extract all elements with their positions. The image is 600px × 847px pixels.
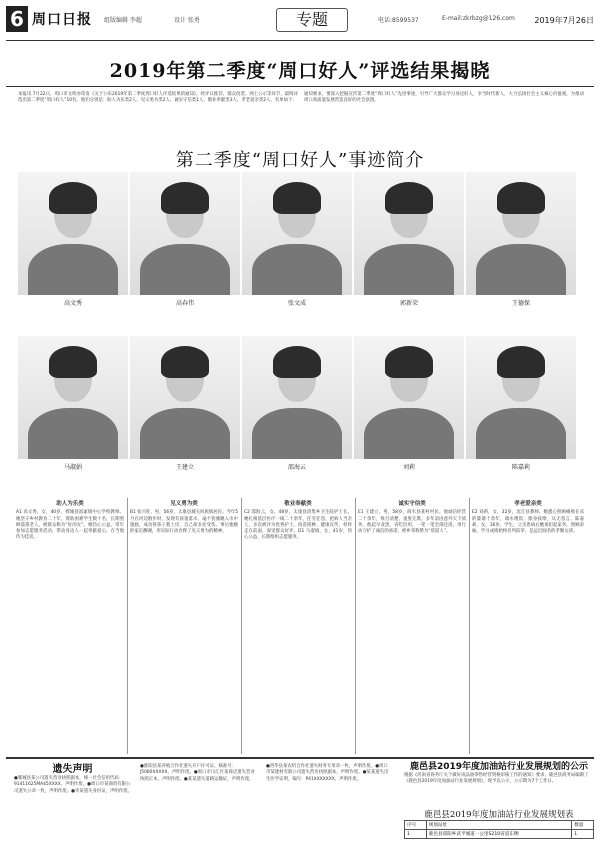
article-section-head: 助人为乐类 [56,501,84,507]
portrait-photo [354,336,464,459]
notice-col-3: ●西华县某农机合作社遗失财务专用章一枚，声明作废。●周口市某建材有限公司遗失营业执照副本，声明作废。●某某遗失出生医学证明，编号：P41XXXXXXX，声明作废。 [266,764,389,782]
article-text: C2 邵海云，女，48岁，太康县清集乡卫生院护士长。她扎根基层医疗一线二十余年，任劳任怨，把病人当亲人，多次被评为优秀护士。疫苗接种、健康宣传，样样走在前面，深受群众好评。D1 马淑娟，女，41岁，热心公益，长期组织志愿服务。 [244,510,352,541]
portrait-photo [18,336,128,459]
notice-col-1: ●郸城县某公司遗失营业执照副本，统一社会信用代码：91411625MA45XXXX，声明作废。●周口市某商贸有限公司遗失公章一枚，声明作废。●李某遗失身份证，声明作废。 [14,776,132,794]
intro-right: 通知要求，要深入挖掘宣传第二季度“周口好人”先进事迹，引导广大群众学习身边好人，争当时代新人，大力弘扬社会主义核心价值观，为推动周口高质量发展营造良好的社会氛围。 [304,92,584,104]
intro-left: 本报讯 7月22日，周口市文明办印发《关于公布2019年第二季度周口好人评选结果的通知》，经评议推荐、群众投票、网上公示等环节，最终评选出第二季度“周口好人”10名。他们分别是：助人为乐类2人、见义勇为类2人、诚实守信类1人、敬业奉献类3人、孝老爱亲类2人。名单如下： [18,92,298,104]
phone: 电话:8599537 [378,17,419,24]
portrait-photo [466,172,576,295]
notice-title: 遗失声明 [52,764,93,775]
article-col-1 [16,498,124,542]
section-label: 专题 [276,8,348,32]
article-col-5 [472,498,584,535]
portrait-photo [18,172,128,295]
article-section-head: 见义勇为类 [170,501,198,507]
portrait-photo [466,336,576,459]
column-divider [241,498,242,754]
portrait-photo [354,172,464,295]
table-cell: 序号 [405,821,427,830]
headline: 2019年第二季度“周口好人”评选结果揭晓 [109,60,491,82]
issue-date: 2019年7月26日 [534,16,594,25]
email: E-mail:zkrbzg@126.com [442,15,515,22]
page-number: 6 [6,6,28,32]
headline-rule [6,86,594,87]
publicity-subtitle: 鹿邑县2019年度加油站行业发展规划表 [424,810,574,820]
article-text: E2 刘莉，女，32岁，沈丘县教师。她悉心照顾瘫痪在床的婆婆十余年，端水喂饭、擦身按摩，从无怨言。陈嘉莉，女，16岁，学生，父亲患病后她承担起家务，照顾弟妹，学习成绩始终名列前茅，是远近闻名的孝顺女孩。 [472,510,584,535]
column-divider [355,498,356,754]
article-text: E1 王建立，男，58岁，商水县某村村民。他诚信经营二十余年，账目清楚、童叟无欺。多年前因意外欠下债务，他起早贪黑、省吃俭用，一笔一笔全部还清，用行动守护了诚信的承诺，被乡邻称赞为“厚道人”。 [358,510,466,535]
publicity-table [404,820,594,839]
profile-subtitle: 第二季度“周口好人”事迹简介 [175,150,425,171]
article-col-2 [130,498,238,535]
portrait-photo [242,336,352,459]
masthead [6,6,594,34]
table-cell: 规划站址 [426,821,571,830]
portrait-name: 张文成 [287,300,306,307]
portrait-name: 王建立 [175,464,194,471]
designer-meta: 设计 张勇 [174,17,200,24]
article-section-head: 孝老爱亲类 [514,501,542,507]
paper-name: 周口日报 [32,12,92,28]
table-row [405,821,594,830]
article-section-head: 诚实守信类 [398,501,426,507]
portrait-name: 高春伟 [175,300,194,307]
column-divider [127,498,128,754]
portrait-photo [130,172,240,295]
table-row [405,830,594,839]
portrait-name: 马淑娟 [63,464,82,471]
article-section-head: 敬业奉献类 [284,501,312,507]
publicity-body: 根据《河南省商务厅关于做好成品油零售经营资格审核工作的通知》要求，鹿邑县商务局编制了《鹿邑县2019年度加油站行业发展规划》，现予以公示，公示期为7个工作日。 [404,773,589,785]
portrait-name: 王德保 [511,300,530,307]
article-text: B1 张兴旺，男，56岁，太康县城关回族镇居民。今年5月在河边散步时，发现有孩童落水，毫不犹豫跳入水中施救，成功将孩子救上岸，自己却多处受伤。事后他婉拒家长酬谢，用实际行动诠释了见义勇为的精神。 [130,510,238,535]
portrait-photo [242,172,352,295]
portrait-name: 邵海云 [287,464,306,471]
notice-col-2: ●淮阳县某养殖合作社遗失开户许可证，核准号：J5080XXXXX，声明作废。●周口市川汇区某商店遗失营业执照正本，声明作废。●某某遗失道路运输证，声明作废。 [140,764,255,782]
portrait-name: 陈嘉莉 [511,464,530,471]
table-cell: 鹿邑县郑阳乡武平城道一公里S210省道东侧 [426,830,571,839]
header-rule [6,40,594,41]
portrait-name: 郭新荣 [399,300,418,307]
article-col-4 [358,498,466,535]
table-cell: 1 [572,830,594,839]
portrait-name: 刘莉 [402,464,415,471]
article-col-3 [244,498,352,542]
table-cell: 数量 [572,821,594,830]
publicity-title: 鹿邑县2019年度加油站行业发展规划的公示 [409,762,589,772]
portrait-photo [130,336,240,459]
table-cell: 1 [405,830,427,839]
editor-meta: 组版编辑 李超 [104,17,142,24]
column-divider [469,498,470,754]
article-text: A1 高文秀，女，40岁，郸城县汲冢镇中心学校教师。她坚守乡村教育二十年，资助困难学生数十名，长期照顾孤寡老人，被群众称为“好闺女”。她热心公益，常年参加志愿服务活动，带动身边人一起奉献爱心，在当地传为佳话。 [16,510,124,541]
portrait-name: 高文秀 [63,300,82,307]
